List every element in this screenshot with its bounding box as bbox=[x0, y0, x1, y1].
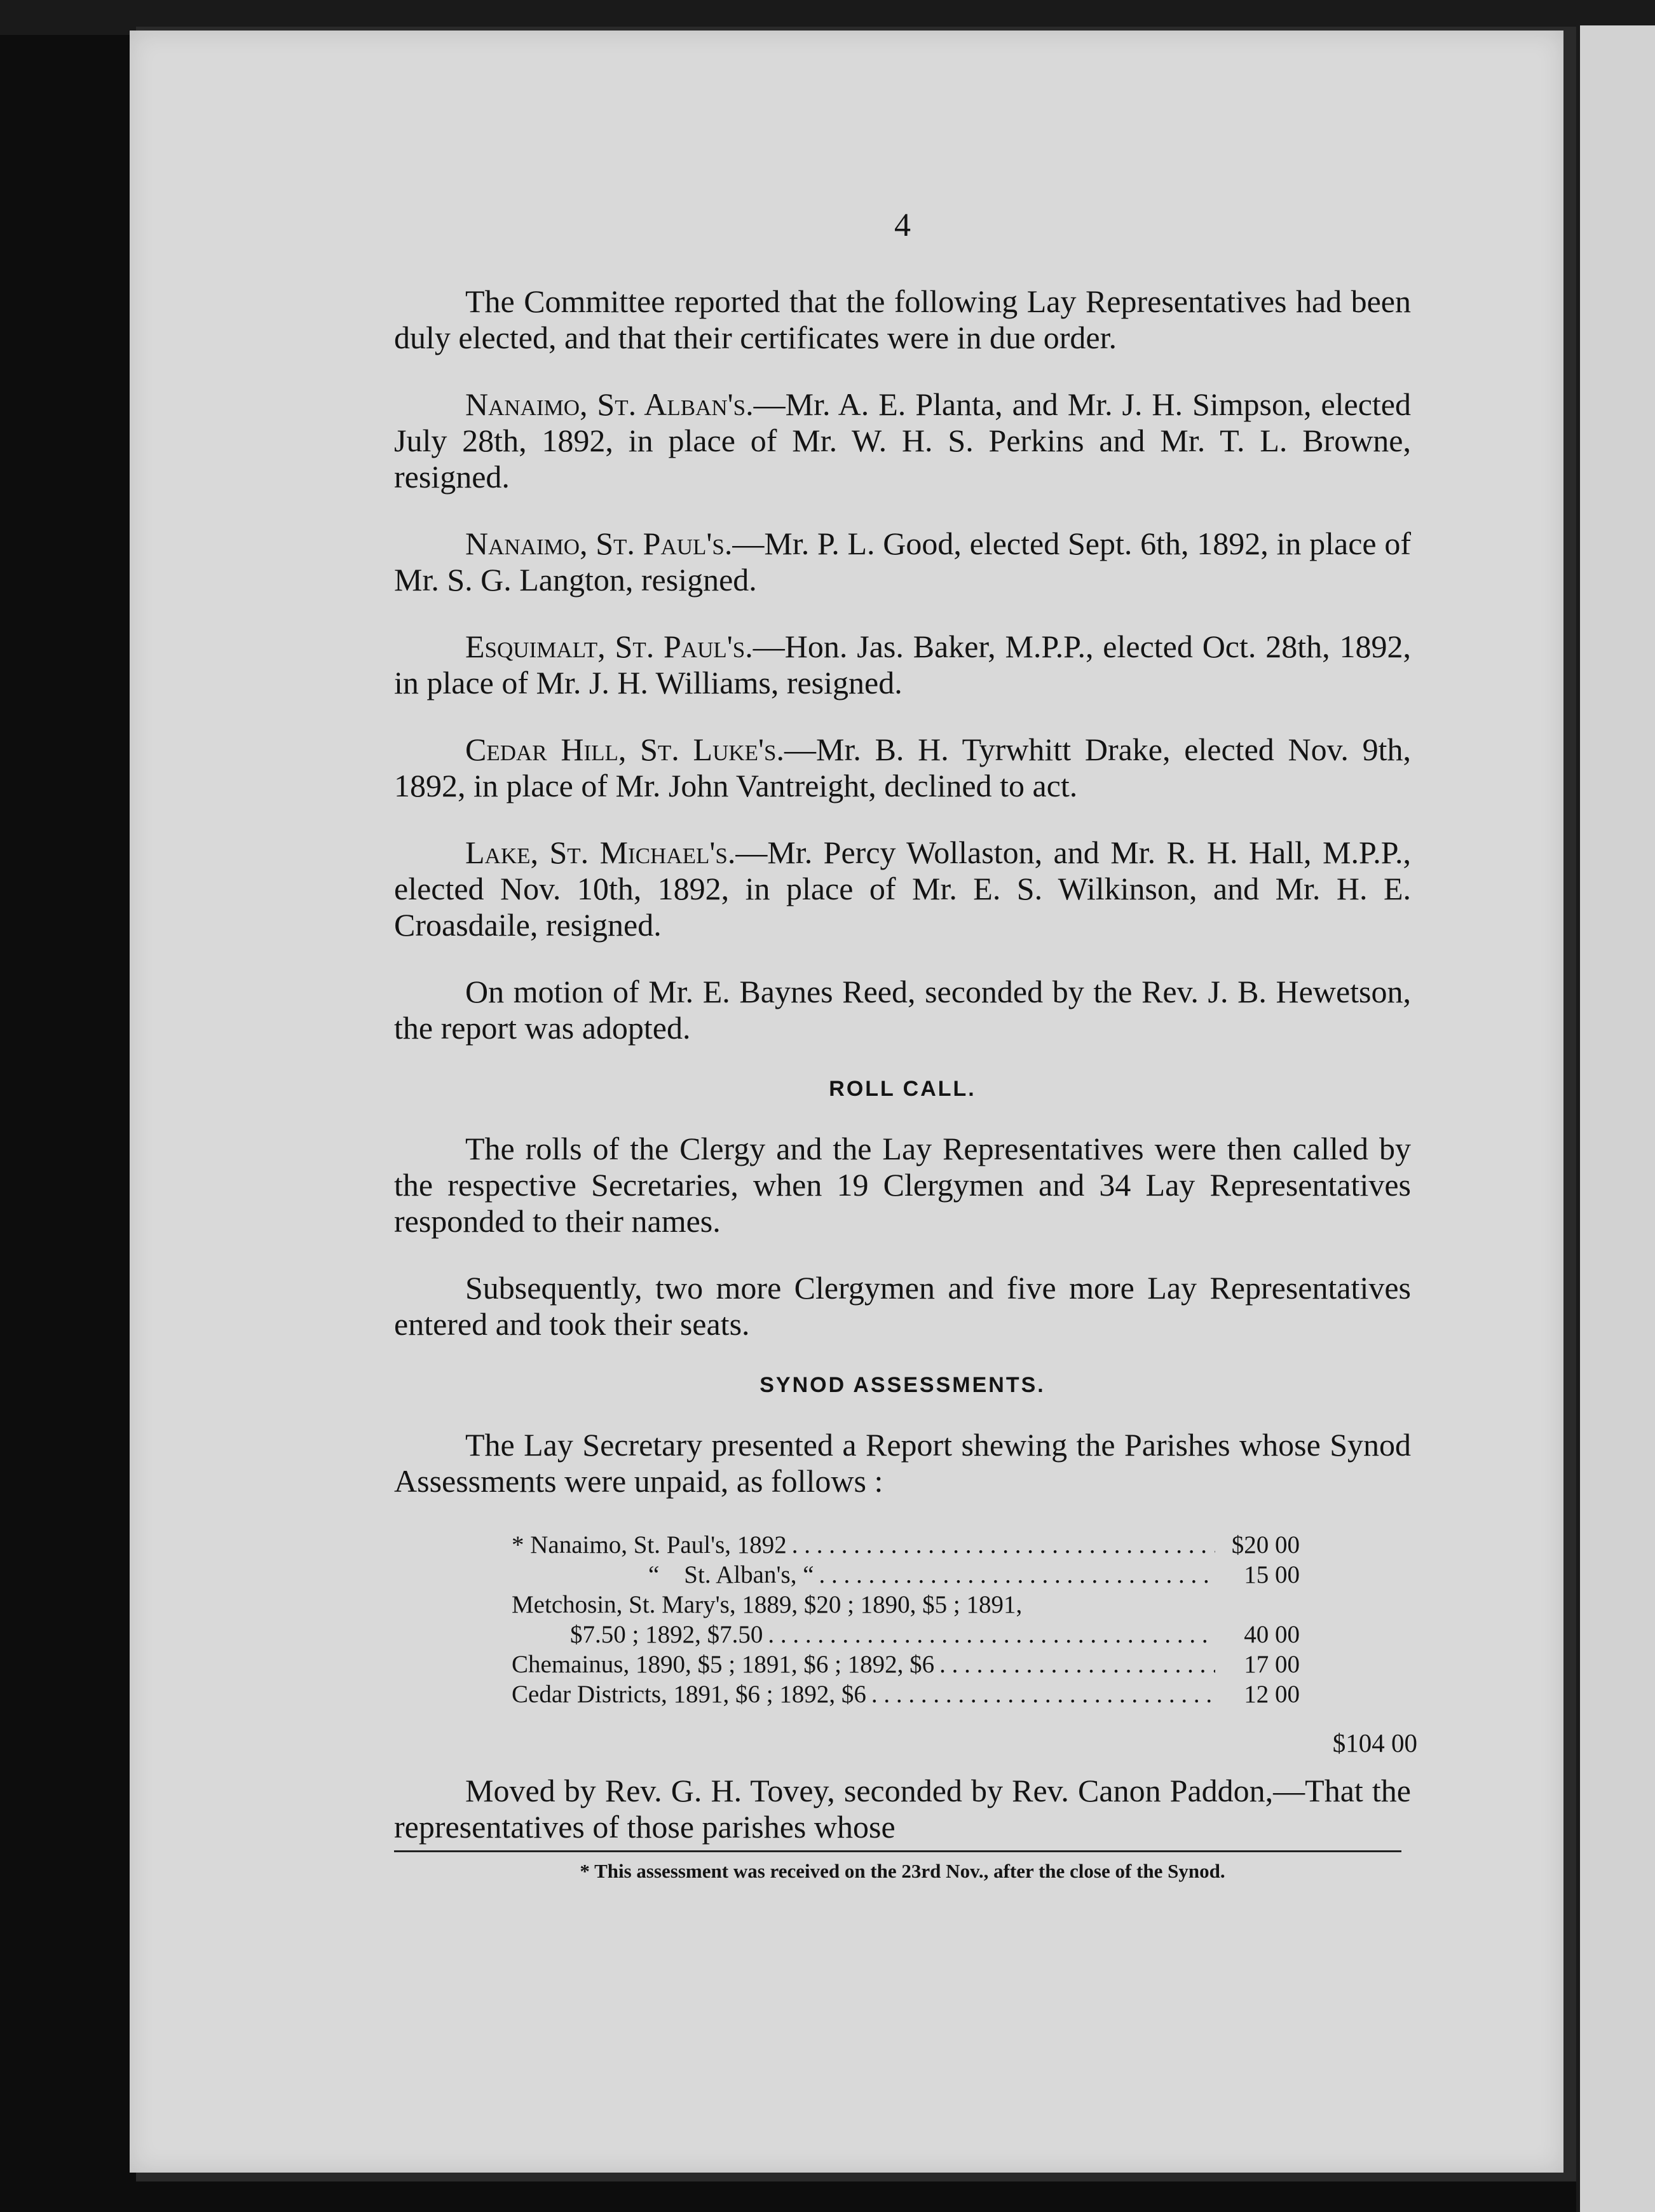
leader-dots bbox=[768, 1620, 1215, 1649]
roll-call-heading: ROLL CALL. bbox=[829, 1077, 976, 1101]
parish-name: Lake, St. Michael's. bbox=[465, 835, 736, 870]
entry-text: —Mr. Percy Wollaston, and Mr. R. H. Hall, M.P.P., elected Nov. 10th, 1892, in place of Mr. E. S. Wilkinson, and Mr. H. E. Croasdaile, resigned. bbox=[394, 835, 1411, 943]
page-content bbox=[394, 207, 1417, 1883]
assessment-amount: 15 00 bbox=[1244, 1561, 1300, 1588]
leader-dots bbox=[871, 1679, 1215, 1709]
assessment-row bbox=[512, 1620, 1300, 1649]
esquimalt-entry bbox=[394, 629, 1411, 701]
footnote-rule bbox=[394, 1850, 1401, 1852]
rolls-paragraph: The rolls of the Clergy and the Lay Representatives were then called by the respective Secretaries, when 19 Clergymen and 34 Lay Representatives responded to their names. bbox=[394, 1131, 1411, 1239]
assessment-label: * Nanaimo, St. Paul's, 1892 bbox=[512, 1531, 787, 1559]
synod-assessments-heading: SYNOD ASSESSMENTS. bbox=[759, 1373, 1045, 1397]
assessment-label: “ St. Alban's, “ bbox=[648, 1561, 814, 1588]
nanaimo-st-albans-entry bbox=[394, 386, 1411, 495]
lay-secretary-paragraph: The Lay Secretary presented a Report shewing the Parishes whose Synod Assessments were unpaid, as follows : bbox=[394, 1427, 1411, 1499]
entry-text: —Mr. P. L. Good, elected Sept. 6th, 1892, in place of Mr. S. G. Langton, resigned. bbox=[394, 526, 1411, 597]
leader-dots bbox=[819, 1560, 1215, 1590]
page-number: 4 bbox=[894, 207, 911, 243]
subsequently-paragraph: Subsequently, two more Clergymen and five more Lay Representatives entered and took their seats. bbox=[394, 1270, 1411, 1342]
parish-name: Cedar Hill, St. Luke's. bbox=[465, 732, 784, 767]
assessment-label: Cedar Districts, 1891, $6 ; 1892, $6 bbox=[512, 1681, 866, 1708]
assessment-row bbox=[512, 1560, 1300, 1590]
assessment-row bbox=[512, 1530, 1300, 1560]
cedar-hill-entry bbox=[394, 732, 1411, 804]
adjacent-page-edge bbox=[1576, 25, 1655, 2212]
assessment-label: $7.50 ; 1892, $7.50 bbox=[570, 1621, 763, 1648]
assessments-list bbox=[512, 1530, 1417, 1759]
assessment-row bbox=[512, 1649, 1300, 1679]
parish-name: Esquimalt, St. Paul's. bbox=[465, 629, 753, 664]
assessment-label: Chemainus, 1890, $5 ; 1891, $6 ; 1892, $6 bbox=[512, 1651, 935, 1678]
nanaimo-st-pauls-entry bbox=[394, 526, 1411, 598]
assessment-amount: 17 00 bbox=[1244, 1651, 1300, 1678]
assessment-amount: 12 00 bbox=[1244, 1681, 1300, 1708]
assessment-amount: $20 00 bbox=[1231, 1531, 1300, 1559]
lake-entry bbox=[394, 835, 1411, 943]
entry-text: —Mr. A. E. Planta, and Mr. J. H. Simpson, elected July 28th, 1892, in place of Mr. W. H. S. Perkins and Mr. T. L. Browne, resigned. bbox=[394, 386, 1411, 495]
assessment-row bbox=[512, 1679, 1300, 1709]
parish-name: Nanaimo, St. Paul's. bbox=[465, 526, 733, 561]
committee-report-paragraph: The Committee reported that the following Lay Representatives had been duly elected, and that their certificates were in due order. bbox=[394, 283, 1411, 355]
assessment-row bbox=[512, 1590, 1300, 1620]
motion-paragraph: On motion of Mr. E. Baynes Reed, seconded by the Rev. J. B. Hewetson, the report was adopted. bbox=[394, 974, 1411, 1046]
leader-dots bbox=[792, 1530, 1215, 1560]
assessment-label: Metchosin, St. Mary's, 1889, $20 ; 1890, $5 ; 1891, bbox=[512, 1591, 1023, 1618]
leader-dots bbox=[939, 1649, 1215, 1679]
moved-paragraph: Moved by Rev. G. H. Tovey, seconded by Rev. Canon Paddon,—That the representatives of those parishes whose bbox=[394, 1773, 1411, 1845]
assessments-total: $104 00 bbox=[1332, 1728, 1417, 1758]
footnote: * This assessment was received on the 23rd Nov., after the close of the Synod. bbox=[580, 1860, 1225, 1882]
assessment-amount: 40 00 bbox=[1244, 1621, 1300, 1648]
entry-text: —Hon. Jas. Baker, M.P.P., elected Oct. 28th, 1892, in place of Mr. J. H. Williams, resigned. bbox=[394, 629, 1411, 700]
parish-name: Nanaimo, St. Alban's. bbox=[465, 386, 754, 422]
entry-text: —Mr. B. H. Tyrwhitt Drake, elected Nov. 9th, 1892, in place of Mr. John Vantreight, declined to act. bbox=[394, 732, 1411, 803]
